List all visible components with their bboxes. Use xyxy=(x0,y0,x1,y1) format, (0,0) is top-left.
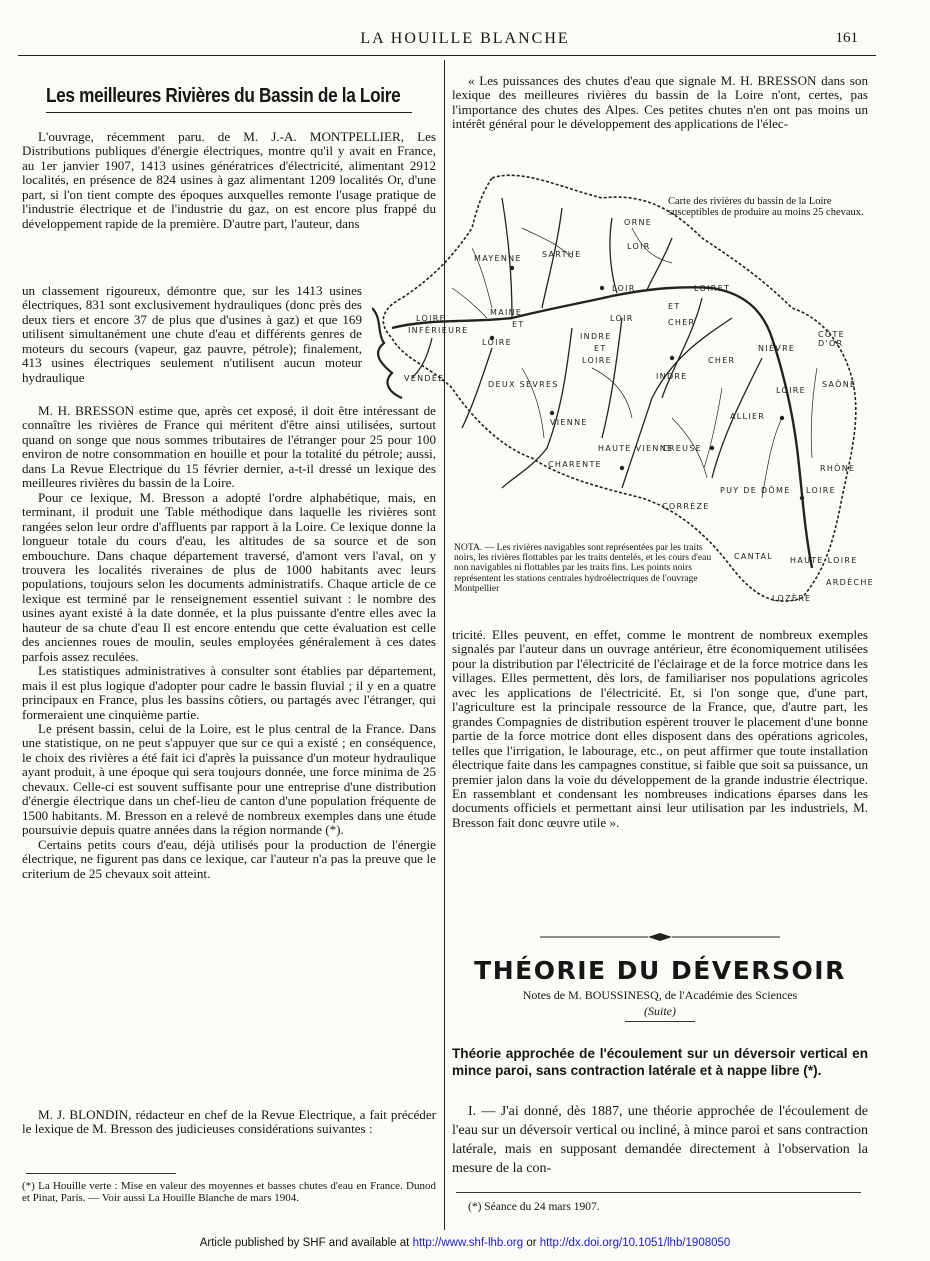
map-label: CORRÈZE xyxy=(662,502,710,511)
article-intro-narrow xyxy=(22,284,362,385)
map-legend-note: NOTA. — Les rivières navigables sont représentées par les traits noirs, les rivières flottables par les traits dentelés, et les cours d'eau non navigables ni flottables par les traits fins. Les points noirs représentent les stations centrales hydroélectriques de l'ouvrage Montpellier xyxy=(454,542,712,594)
map-label: LOIR xyxy=(610,314,634,323)
paragraph-bassin: Le présent bassin, celui de la Loire, est le plus central de la France. Dans une statistique, on ne peut s'appuyer que sur ce qui a existé ; en conséquence, le choix des rivières a été fait ici d'après la puissance d'un moteur hydraulique ayant produit, à une époque qui sera toujours donnée, une force minima de 25 chevaux. Celle-ci est souvent suffisante pour une entreprise d'une distribution d'énergie électrique dans un chef-lieu de canton d'une population fréquente de 1500 habitants. M. Bresson en a relevé de nombreux exemples dans une étude poursuivie depuis quatre années dans la région normande (*). xyxy=(22,720,436,838)
map-label: PUY DE DÔME xyxy=(720,486,791,495)
footnote-rule xyxy=(26,1173,176,1174)
map-label: LOIRE xyxy=(776,386,806,395)
map-label: DEUX SÈVRES xyxy=(488,380,559,389)
map-label: LOIR xyxy=(627,242,651,251)
paragraph-statistiques: Les statistiques administratives à consulter sont établies par département, mais il est plus logique d'adopter pour cadre le bassin fluvial ; il y en a quatre principaux en France, plus les bassins côtiers, ou partagés avec l'étranger, qui formeraient une cinquième partie. xyxy=(22,663,436,722)
section-ornament xyxy=(540,932,780,942)
map-label: INDRE xyxy=(580,332,612,341)
map-label: ET xyxy=(668,302,681,311)
map-label: INDRE xyxy=(656,372,688,381)
paragraph-blondin: M. J. BLONDIN, rédacteur en chef de la Revue Electrique, a fait précéder le lexique de M. Bresson des judicieuses considérations suivantes : xyxy=(22,1107,436,1137)
quote-start xyxy=(452,74,868,132)
map-label: VENDÉE xyxy=(404,374,445,383)
map-label: HAUTE VIENNE xyxy=(598,444,674,453)
theorie-body xyxy=(452,1102,868,1178)
publication-note xyxy=(0,1237,930,1249)
footnote-left: (*) La Houille verte : Mise en valeur des moyennes et basses chutes d'eau en France. Dunod et Pinat, Paris. — Voir aussi La Houille Blanche de mars 1904. xyxy=(22,1180,436,1204)
article-title: Les meilleures Rivières du Bassin de la Loire xyxy=(46,84,401,107)
suite-rule xyxy=(625,1021,695,1022)
shf-link[interactable]: http://www.shf-lhb.org xyxy=(412,1237,524,1249)
publication-note-prefix: Article published by SHF and available at xyxy=(199,1237,413,1249)
footnote-rule-right xyxy=(456,1192,861,1193)
map-label: ARDÈCHE xyxy=(826,578,875,587)
paragraph-intro: L'ouvrage, récemment paru. de M. J.-A. MONTPELLIER, Les Distributions publiques d'énergie électriques, montre qu'il y avait en France, au 1er janvier 1907, 1413 usines génératrices d'électricité, alimentant 2912 localités, en présence de 824 usines à gaz alimentant 1209 localités Or, d'une part, si l'on tient compte des époques auxquelles remonte l'usage pratique de l'industrie électrique et de l'industrie du gaz, on est encore plus frappé du développement rapide de la première. D'autre part, l'auteur, dans xyxy=(22,129,436,231)
map-label: SAÔNE xyxy=(822,380,857,389)
header-rule xyxy=(18,55,876,56)
publication-note-or: or xyxy=(523,1237,540,1249)
map-label: CANTAL xyxy=(734,552,774,561)
map-label: SARTHE xyxy=(542,250,582,259)
title-underline xyxy=(46,112,412,113)
footnote-right: (*) Séance du 24 mars 1907. xyxy=(468,1201,600,1213)
map-label: CREUSE xyxy=(662,444,702,453)
quote-continued xyxy=(452,628,868,830)
map-label: LOZÈRE xyxy=(772,594,812,603)
map-label: CÔTE D'OR xyxy=(818,330,846,348)
map-label: HAUTE LOIRE xyxy=(790,556,858,565)
map-label: LOIRE xyxy=(806,486,836,495)
map-label: MAINE xyxy=(490,308,523,317)
paragraph-lexique: Pour ce lexique, M. Bresson a adopté l'ordre alphabétique, mais, en terminant, il produit une Table méthodique dans laquelle les rivières sont rangées selon leur ordre d'affluents par rapport à la Loire. Ce lexique donne la longueur totale du cours d'eau, les altitudes de sa source et de son embouchure. Dans chaque département traversé, d'amont vers l'aval, on y trouvera les localités riveraines de plus de 1000 habitants avec leurs populations, toujours selon les documents administratifs. Chaque article de ce lexique est terminé par le renseignement essentiel suivant : le nombre des usines ayant existé à la date donnée, et la plus puissante d'entre elles avec la hauteur de sa chute d'eau Il est encore entendu que cette évaluation est celle des anciennes roues de moulin, seules employées généralement à ces dates parfois assez reculées. xyxy=(22,489,436,664)
map-label: CHER xyxy=(668,318,696,327)
paragraph-bresson: M. H. BRESSON estime que, après cet exposé, il doit être intéressant de connaître les rivières de France qui méritent d'être ainsi utilisées, surtout quand on songe que nous sommes tributaires de l'étranger pour 25 pour 100 environ de notre consommation en houille et pour la totalité du pétrole; aussi, dans La Revue Electrique du 15 février dernier, a-t-il dressé un lexique des meilleures rivières du bassin de la Loire. xyxy=(22,403,436,491)
map-label: MAYENNE xyxy=(474,254,522,263)
map-label: ET xyxy=(512,320,525,329)
map-label: CHER xyxy=(708,356,736,365)
map-label: ALLIER xyxy=(730,412,766,421)
journal-header: LA HOUILLE BLANCHE xyxy=(360,30,570,47)
page-number: 161 xyxy=(835,30,858,46)
map-label: RHÔNE xyxy=(820,464,856,473)
map-label: INFÉRIEURE xyxy=(408,326,469,335)
paragraph-intro-continued: un classement rigoureux, démontre que, sur les 1413 usines électriques, 831 sont exclusivement hydrauliques (donc près des deux tiers et encore 37 de plus que d'usines à gaz) et que 169 utilisent simultanément une chute d'eau et différents genres de moteurs du secours (vapeur, gaz pauvre, pétrole); finalement, 413 usines électriques seulement n'utilisent aucun moteur hydraulique xyxy=(22,283,362,385)
paragraph-petits-cours: Certains petits cours d'eau, déjà utilisés pour la production de l'énergie électrique, ne figurent pas dans ce lexique, car l'auteur n'a pas la preuve que le criterium de 25 chevaux soit atteint. xyxy=(22,836,436,881)
map-label: ET xyxy=(594,344,607,353)
section-byline: Notes de M. BOUSSINESQ, de l'Académie des Sciences xyxy=(522,988,798,1002)
doi-link[interactable]: http://dx.doi.org/10.1051/lhb/1908050 xyxy=(539,1237,731,1249)
paragraph-theorie: I. — J'ai donné, dès 1887, une théorie approchée de l'écoulement de l'eau sur un déversoir vertical ou incliné, à mince paroi et sans contraction latérale, mais en supposant demandée directement à l'observation la mesure de la con- xyxy=(452,1104,868,1176)
section-subtitle: Théorie approchée de l'écoulement sur un déversoir vertical en mince paroi, sans contraction latérale et à nappe libre (*). xyxy=(452,1046,868,1078)
map-label: LOIR xyxy=(612,284,636,293)
map-label: ORNE xyxy=(624,218,653,227)
map-label: LOIRE xyxy=(582,356,612,365)
map-label: VIENNE xyxy=(550,418,588,427)
article-blondin xyxy=(22,1108,436,1137)
map-label: LOIRE xyxy=(416,314,446,323)
section-title: THÉORIE DU DÉVERSOIR xyxy=(474,956,846,985)
section-suite: (Suite) xyxy=(644,1004,676,1018)
map-label: LOIRET xyxy=(694,284,731,293)
map-label: CHARENTE xyxy=(548,460,603,469)
map-label: NIÈVRE xyxy=(758,344,796,353)
paragraph-quote-rest: tricité. Elles peuvent, en effet, comme le montrent de nombreux exemples signalés par l'auteur dans un ouvrage antérieur, être économiquement utilisées pour la distribution par l'électricité de l'éclairage et de la force motrice dans les villages. Elles permettent, dès lors, de familiariser nos populations agricoles avec les applications de l'électricité. Et, si l'on songe que, d'une part, l'agriculture est la principale ressource de la France, que, d'autre part, les grandes Compagnies de distribution espèrent trouver le placement d'une bonne partie de la force motrice dont elles disposent dans des opérations agricoles, telles que l'irrigation, le labourage, etc., on peut affirmer que toute installation électrique faite dans les campagnes constitue, si faible que soit sa puissance, un premier jalon dans la voie du développement de la grande industrie électrique. En rassemblant et condensant les nombreuses indications éparses dans les documents officiels et permettant ainsi leur utilisation par les industriels, M. Bresson fait donc œuvre utile ». xyxy=(452,627,868,830)
map-caption: Carte des rivières du bassin de la Loire susceptibles de produire au moins 25 chevaux. xyxy=(668,196,864,218)
map-label: LOIRE xyxy=(482,338,512,347)
paragraph-quote-start: « Les puissances des chutes d'eau que signale M. H. BRESSON dans son lexique des meilleures rivières du bassin de la Loire n'ont, certes, pas l'importance des chutes des Alpes. Ces petites chutes n'en ont pas moins un intérêt général pour le développement des applications de l'élec- xyxy=(452,73,868,132)
